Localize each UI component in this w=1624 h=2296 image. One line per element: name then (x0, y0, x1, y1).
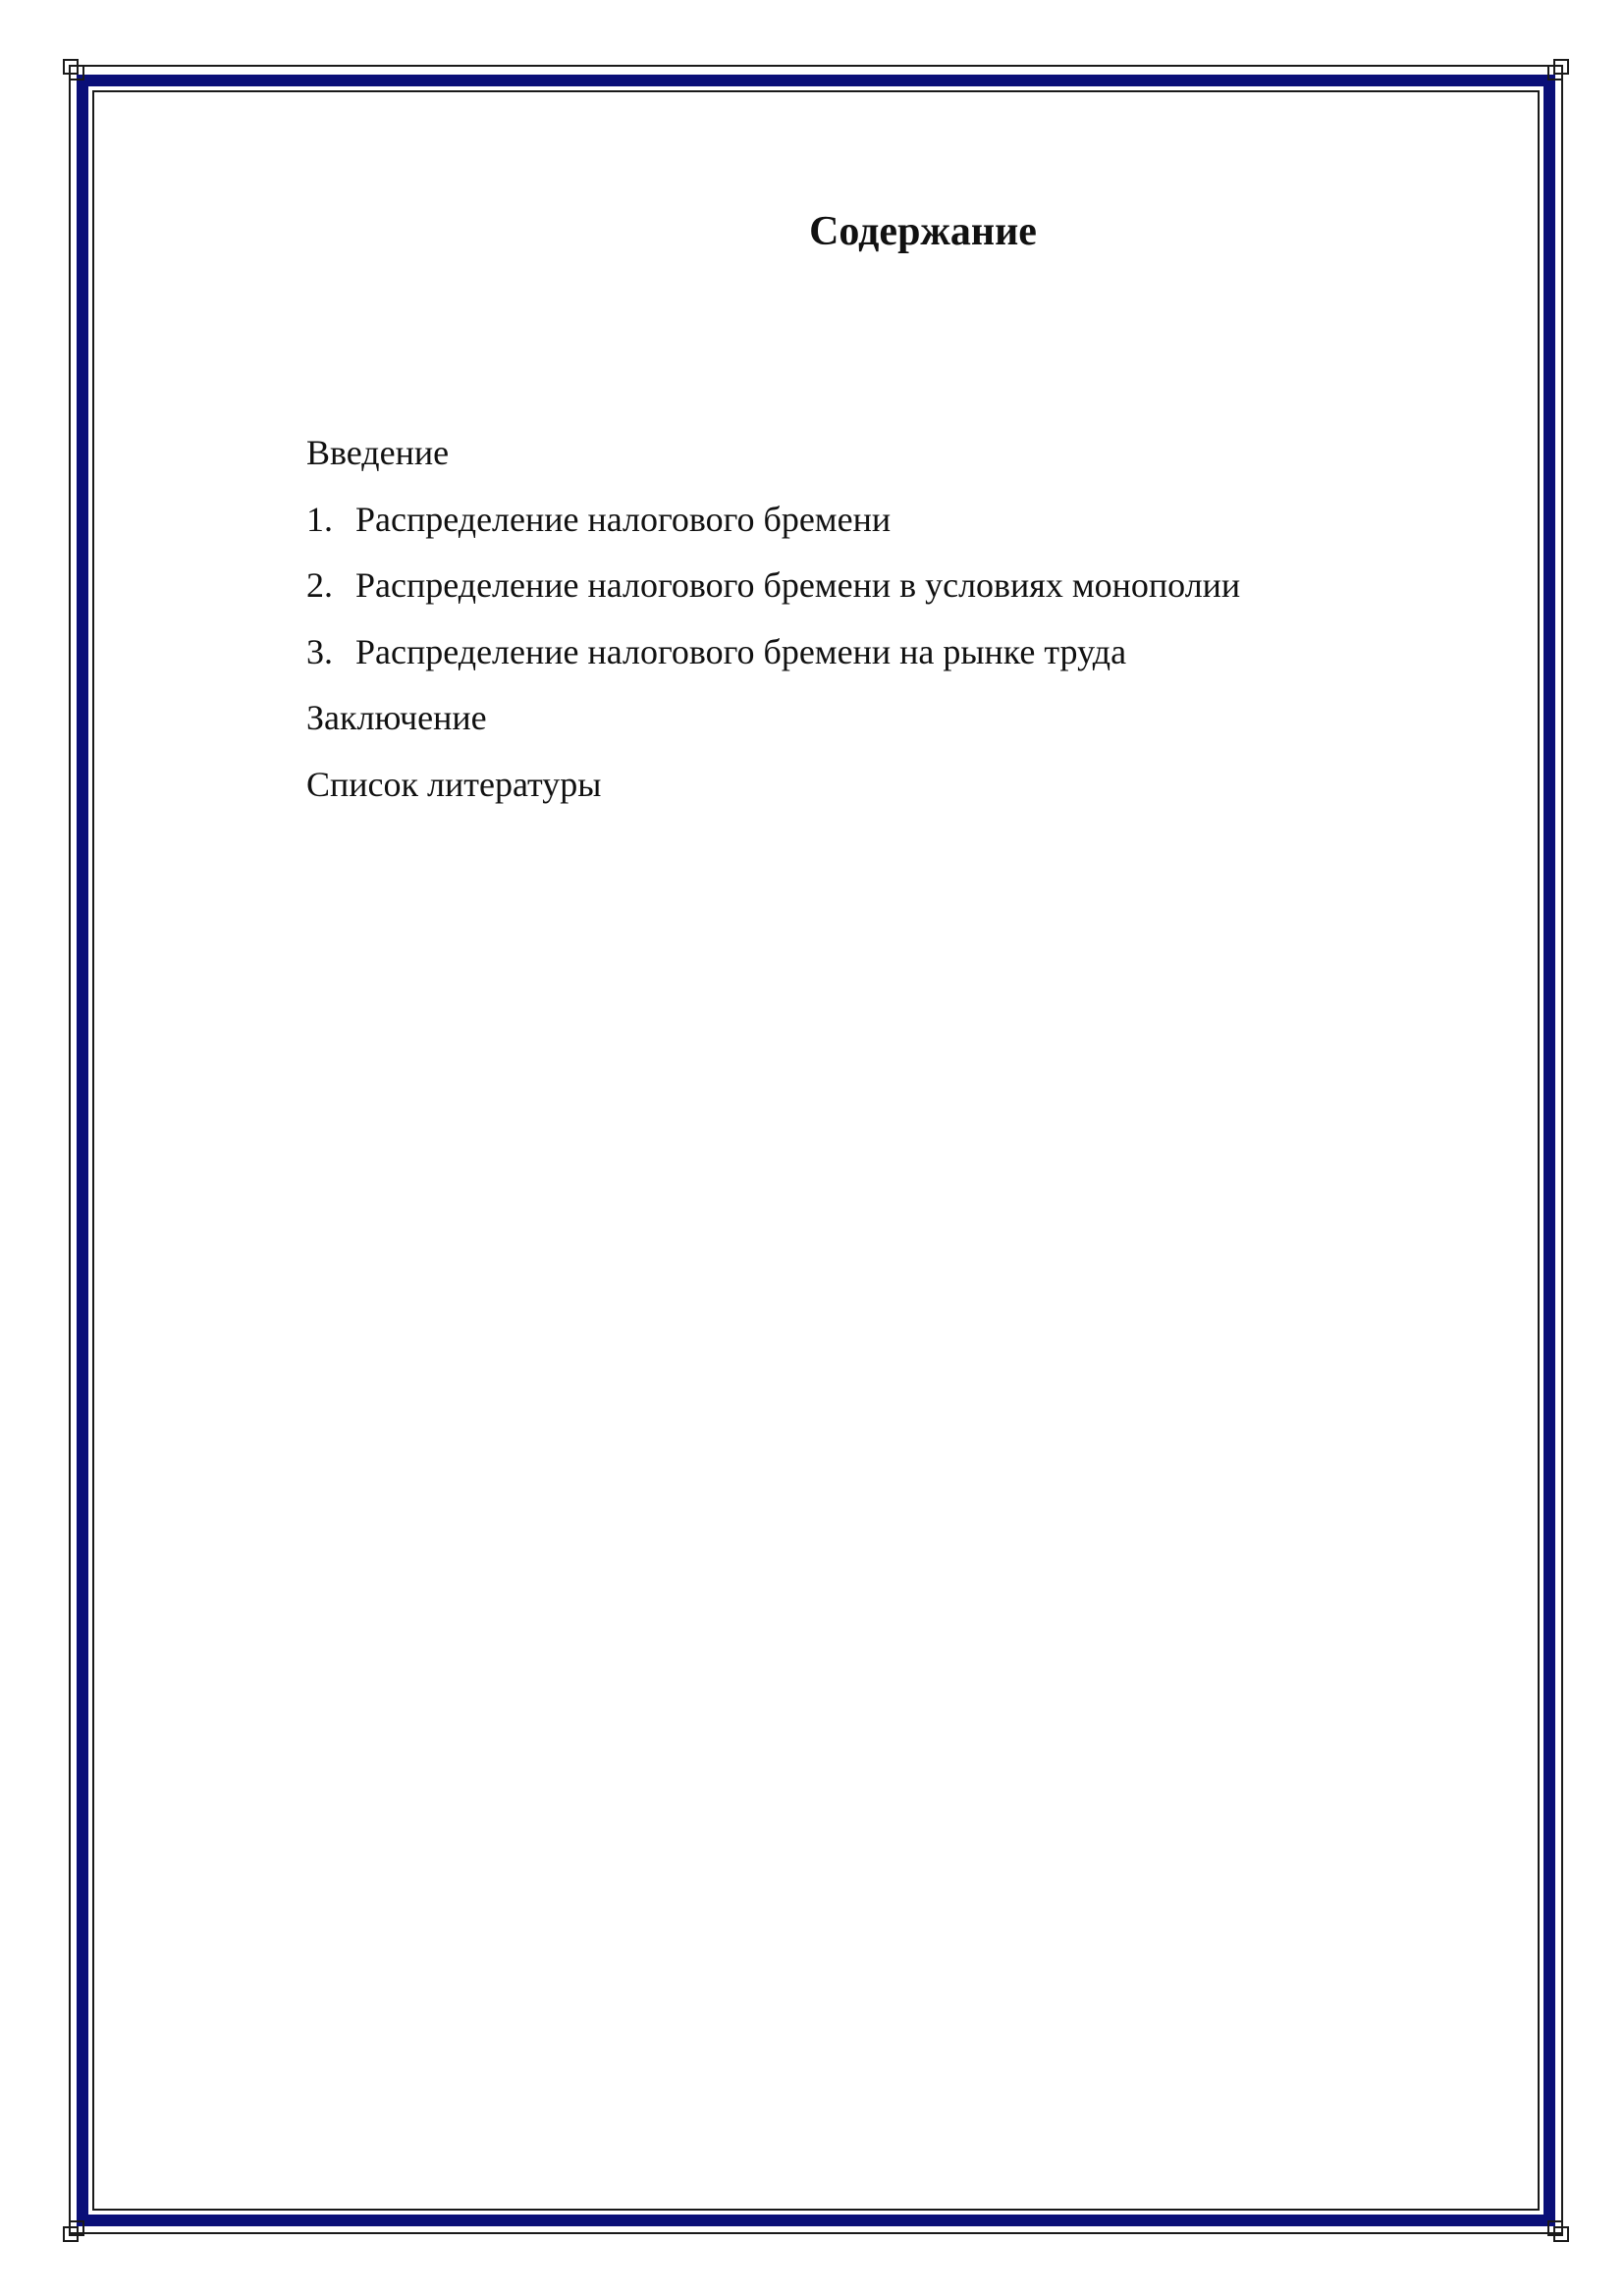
toc-entry-text: Введение (306, 433, 450, 472)
toc-entry-number: 3. (306, 631, 333, 671)
toc-entry-introduction[interactable] (306, 420, 1485, 487)
toc-entry-chapter-3[interactable] (306, 619, 1485, 686)
page-frame-inner-line (92, 90, 1540, 2211)
frame-corner-ornament-top-left (63, 59, 102, 98)
toc-entry-chapter-2[interactable] (306, 553, 1485, 619)
toc-entry-number: 1. (306, 499, 333, 539)
toc-entry-number: 2. (306, 565, 333, 605)
toc-entry-text: Список литературы (306, 764, 602, 804)
frame-corner-ornament-bottom-left (63, 2203, 102, 2242)
table-of-contents (306, 420, 1485, 818)
toc-entry-text: Распределение налогового бремени в условиях монополии (355, 565, 1241, 605)
toc-entry-chapter-1[interactable] (306, 487, 1485, 554)
toc-entry-bibliography[interactable] (306, 752, 1485, 819)
toc-entry-text: Распределение налогового бремени (355, 499, 892, 539)
toc-entry-conclusion[interactable] (306, 685, 1485, 752)
frame-corner-ornament-top-right (1530, 59, 1569, 98)
toc-entry-text: Заключение (306, 698, 487, 737)
page-title: Содержание (809, 209, 1037, 254)
frame-corner-ornament-bottom-right (1530, 2203, 1569, 2242)
toc-entry-text: Распределение налогового бремени на рынке труда (355, 631, 1127, 671)
